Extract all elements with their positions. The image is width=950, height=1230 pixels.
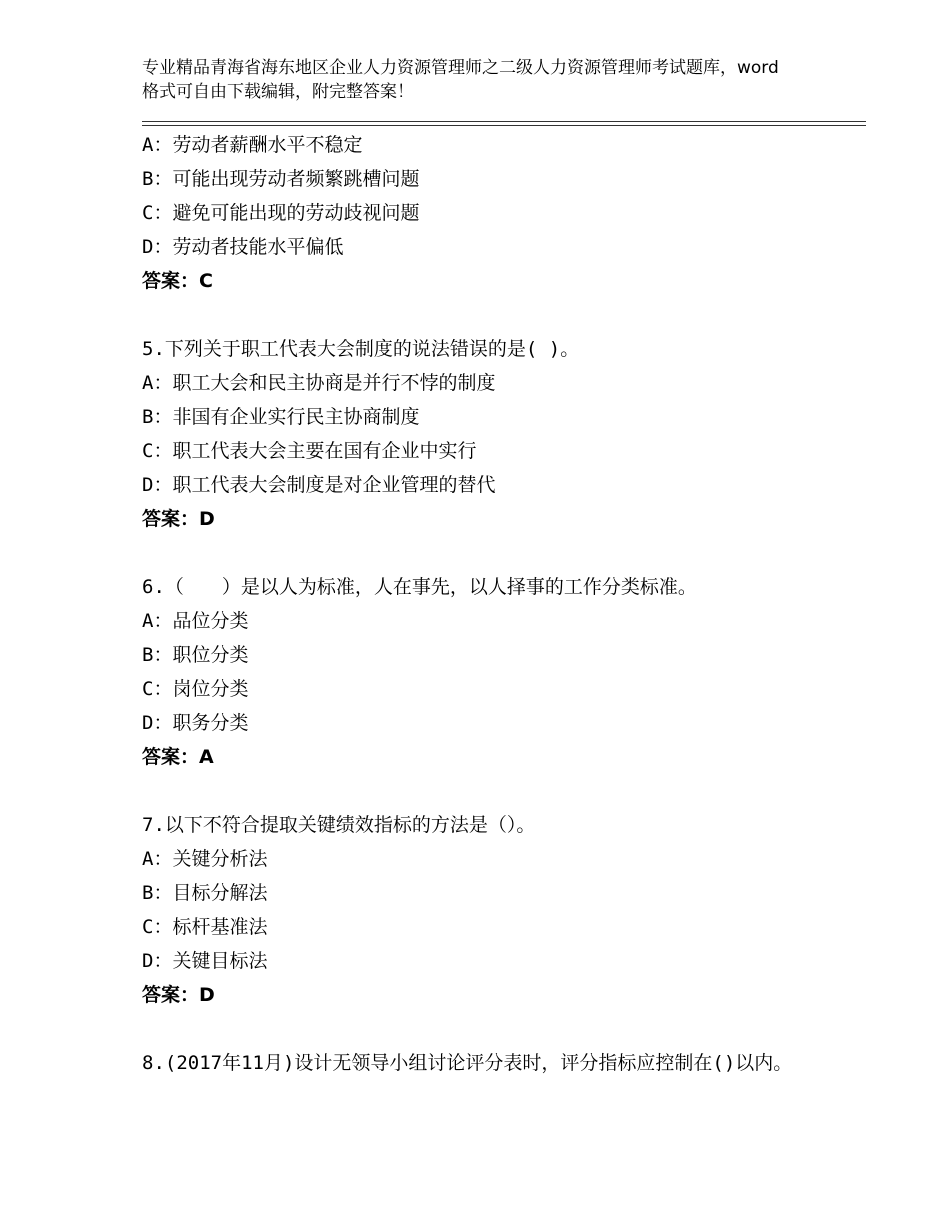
- answer: 答案：D: [142, 508, 215, 530]
- question-text: 7.以下不符合提取关键绩效指标的方法是（）。: [142, 814, 536, 836]
- answer: 答案：D: [142, 984, 215, 1006]
- option-a: A：品位分类: [142, 610, 249, 632]
- option-a: A：劳动者薪酬水平不稳定: [142, 134, 363, 156]
- option-c: C：岗位分类: [142, 678, 249, 700]
- option-b: B：职位分类: [142, 644, 249, 666]
- question-4: [142, 128, 842, 298]
- question-text: 6.（ ）是以人为标准，人在事先，以人择事的工作分类标准。: [142, 576, 697, 598]
- option-d: D：关键目标法: [142, 950, 268, 972]
- question-list: [142, 128, 842, 1080]
- option-d: D：劳动者技能水平偏低: [142, 236, 344, 258]
- option-b: B：目标分解法: [142, 882, 268, 904]
- option-b: B：非国有企业实行民主协商制度: [142, 406, 420, 428]
- option-a: A：职工大会和民主协商是并行不悖的制度: [142, 372, 496, 394]
- header-rule-bottom: [142, 125, 866, 126]
- question-8: [142, 1046, 842, 1080]
- header-rule-top: [142, 121, 866, 122]
- option-b: B：可能出现劳动者频繁跳槽问题: [142, 168, 420, 190]
- question-text: 8.(2017年11月)设计无领导小组讨论评分表时，评分指标应控制在()以内。: [142, 1052, 793, 1074]
- document-header: 专业精品青海省海东地区企业人力资源管理师之二级人力资源管理师考试题库，word格式可自由下载编辑，附完整答案！: [142, 58, 779, 102]
- question-6: [142, 570, 842, 774]
- option-d: D：职务分类: [142, 712, 249, 734]
- option-d: D：职工代表大会制度是对企业管理的替代: [142, 474, 496, 496]
- question-text: 5.下列关于职工代表大会制度的说法错误的是( )。: [142, 338, 580, 360]
- answer: 答案：A: [142, 746, 214, 768]
- option-c: C：职工代表大会主要在国有企业中实行: [142, 440, 477, 462]
- option-a: A：关键分析法: [142, 848, 268, 870]
- option-c: C：避免可能出现的劳动歧视问题: [142, 202, 420, 224]
- question-5: [142, 332, 842, 536]
- answer: 答案：C: [142, 270, 213, 292]
- question-7: [142, 808, 842, 1012]
- option-c: C：标杆基准法: [142, 916, 268, 938]
